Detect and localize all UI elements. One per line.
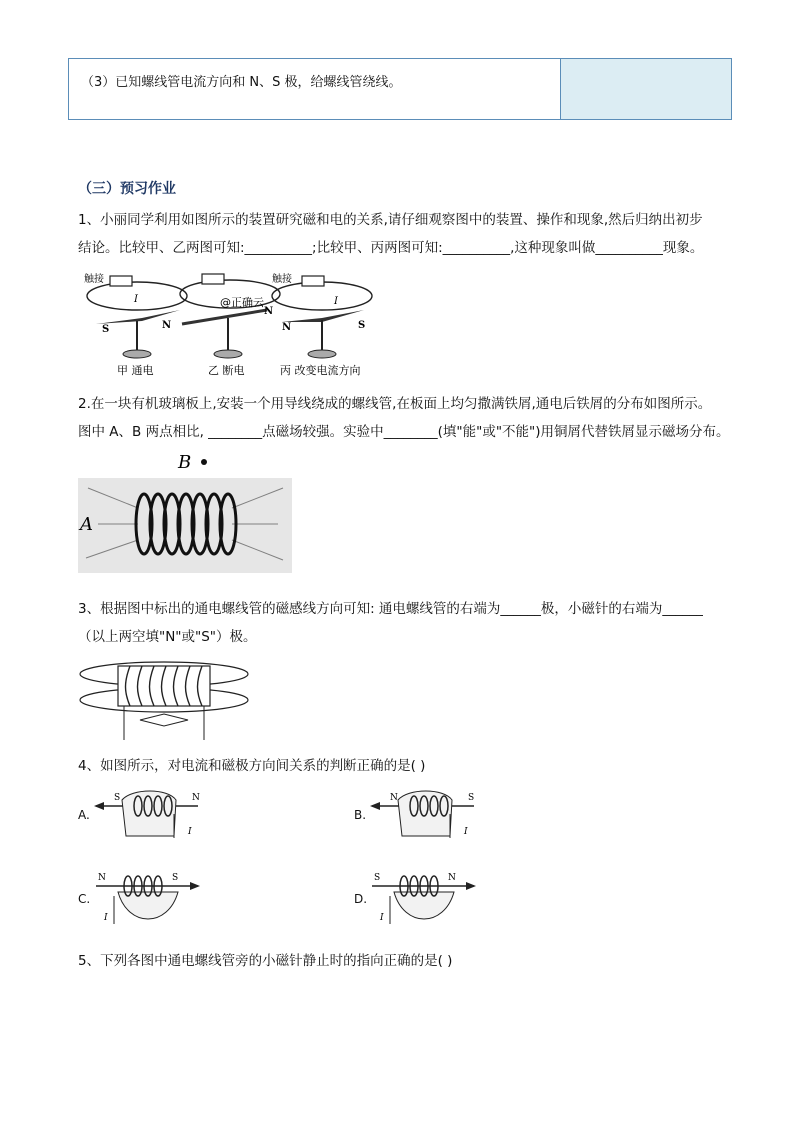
option-b-current: I bbox=[464, 827, 468, 837]
current-label-1: I bbox=[134, 294, 138, 305]
q4-option-d-label: D. bbox=[354, 892, 368, 906]
q1-line2: 结论。比较甲、乙两图可知:__________;比较甲、丙两图可知:__________,这种现象叫做__________现象。 bbox=[78, 240, 704, 256]
option-d-current: I bbox=[380, 913, 384, 923]
table-row-text: （3）已知螺线管电流方向和 N、S 极，给螺线管绕线。 bbox=[81, 75, 402, 90]
n-label-3: N bbox=[282, 322, 292, 333]
n-label-2: N bbox=[264, 306, 274, 317]
option-c-right-pole: S bbox=[172, 873, 179, 883]
touch-label-1: 触接 bbox=[84, 274, 104, 285]
q4-option-d-figure bbox=[368, 868, 478, 932]
option-c-left-pole: N bbox=[98, 873, 106, 883]
caption-jia: 甲 通电 bbox=[117, 364, 154, 377]
option-a-current: I bbox=[188, 827, 192, 837]
figure-bing bbox=[272, 272, 372, 377]
q1-figure bbox=[82, 266, 382, 384]
q3-line1: 3、根据图中标出的通电螺线管的磁感线方向可知: 通电螺线管的右端为______极，小磁针的右端为______ bbox=[78, 601, 703, 617]
q2-line2: 图中 A、B 两点相比, ________点磁场较强。实验中________(填"能"或"不能")用铜屑代替铁屑显示磁场分布。 bbox=[78, 424, 730, 440]
table-cell-question bbox=[69, 59, 561, 119]
q3-line2: （以上两空填"N"或"S"）极。 bbox=[78, 629, 257, 645]
q4-stem: 4、如图所示，对电流和磁极方向间关系的判断正确的是( ) bbox=[78, 758, 426, 774]
section-title: （三）预习作业 bbox=[78, 181, 176, 197]
point-a-label: A bbox=[80, 514, 93, 535]
answer-table bbox=[68, 58, 732, 120]
caption-bing: 丙 改变电流方向 bbox=[280, 364, 361, 377]
option-b-left-pole: N bbox=[390, 793, 398, 803]
caption-yi: 乙 断电 bbox=[208, 364, 245, 377]
q4-option-b-figure bbox=[368, 784, 478, 846]
s-label-3: S bbox=[358, 320, 366, 331]
option-c-current: I bbox=[104, 913, 108, 923]
option-d-right-pole: N bbox=[448, 873, 456, 883]
n-label-1: N bbox=[162, 320, 172, 331]
figure-yi bbox=[180, 274, 280, 377]
table-cell-answer bbox=[561, 59, 731, 119]
q1-line1: 1、小丽同学利用如图所示的装置研究磁和电的关系,请仔细观察图中的装置、操作和现象,然后归纳出初步 bbox=[78, 212, 703, 228]
option-b-right-pole: S bbox=[468, 793, 475, 803]
figure-jia bbox=[84, 272, 187, 377]
watermark: @正确云 bbox=[220, 296, 264, 309]
current-label-3: I bbox=[334, 296, 338, 307]
q2-line1: 2.在一块有机玻璃板上,安装一个用导线绕成的螺线管,在板面上均匀撒满铁屑,通电后铁屑的分布如图所示。 bbox=[78, 396, 712, 412]
q4-option-b-label: B. bbox=[354, 808, 367, 822]
q4-option-c-label: C. bbox=[78, 892, 91, 906]
q4-option-a-figure bbox=[92, 784, 202, 846]
s-label-1: S bbox=[102, 324, 110, 335]
q5-stem: 5、下列各图中通电螺线管旁的小磁针静止时的指向正确的是( ) bbox=[78, 953, 453, 969]
option-a-left-pole: S bbox=[114, 793, 121, 803]
q4-option-a-label: A. bbox=[78, 808, 90, 822]
option-d-left-pole: S bbox=[374, 873, 381, 883]
solenoid-figure bbox=[78, 652, 250, 742]
touch-label-3: 触接 bbox=[272, 274, 292, 285]
point-b-label: B bbox=[178, 452, 192, 473]
iron-filings-photo bbox=[78, 448, 292, 578]
q4-option-c-figure bbox=[92, 868, 202, 932]
option-a-right-pole: N bbox=[192, 793, 200, 803]
